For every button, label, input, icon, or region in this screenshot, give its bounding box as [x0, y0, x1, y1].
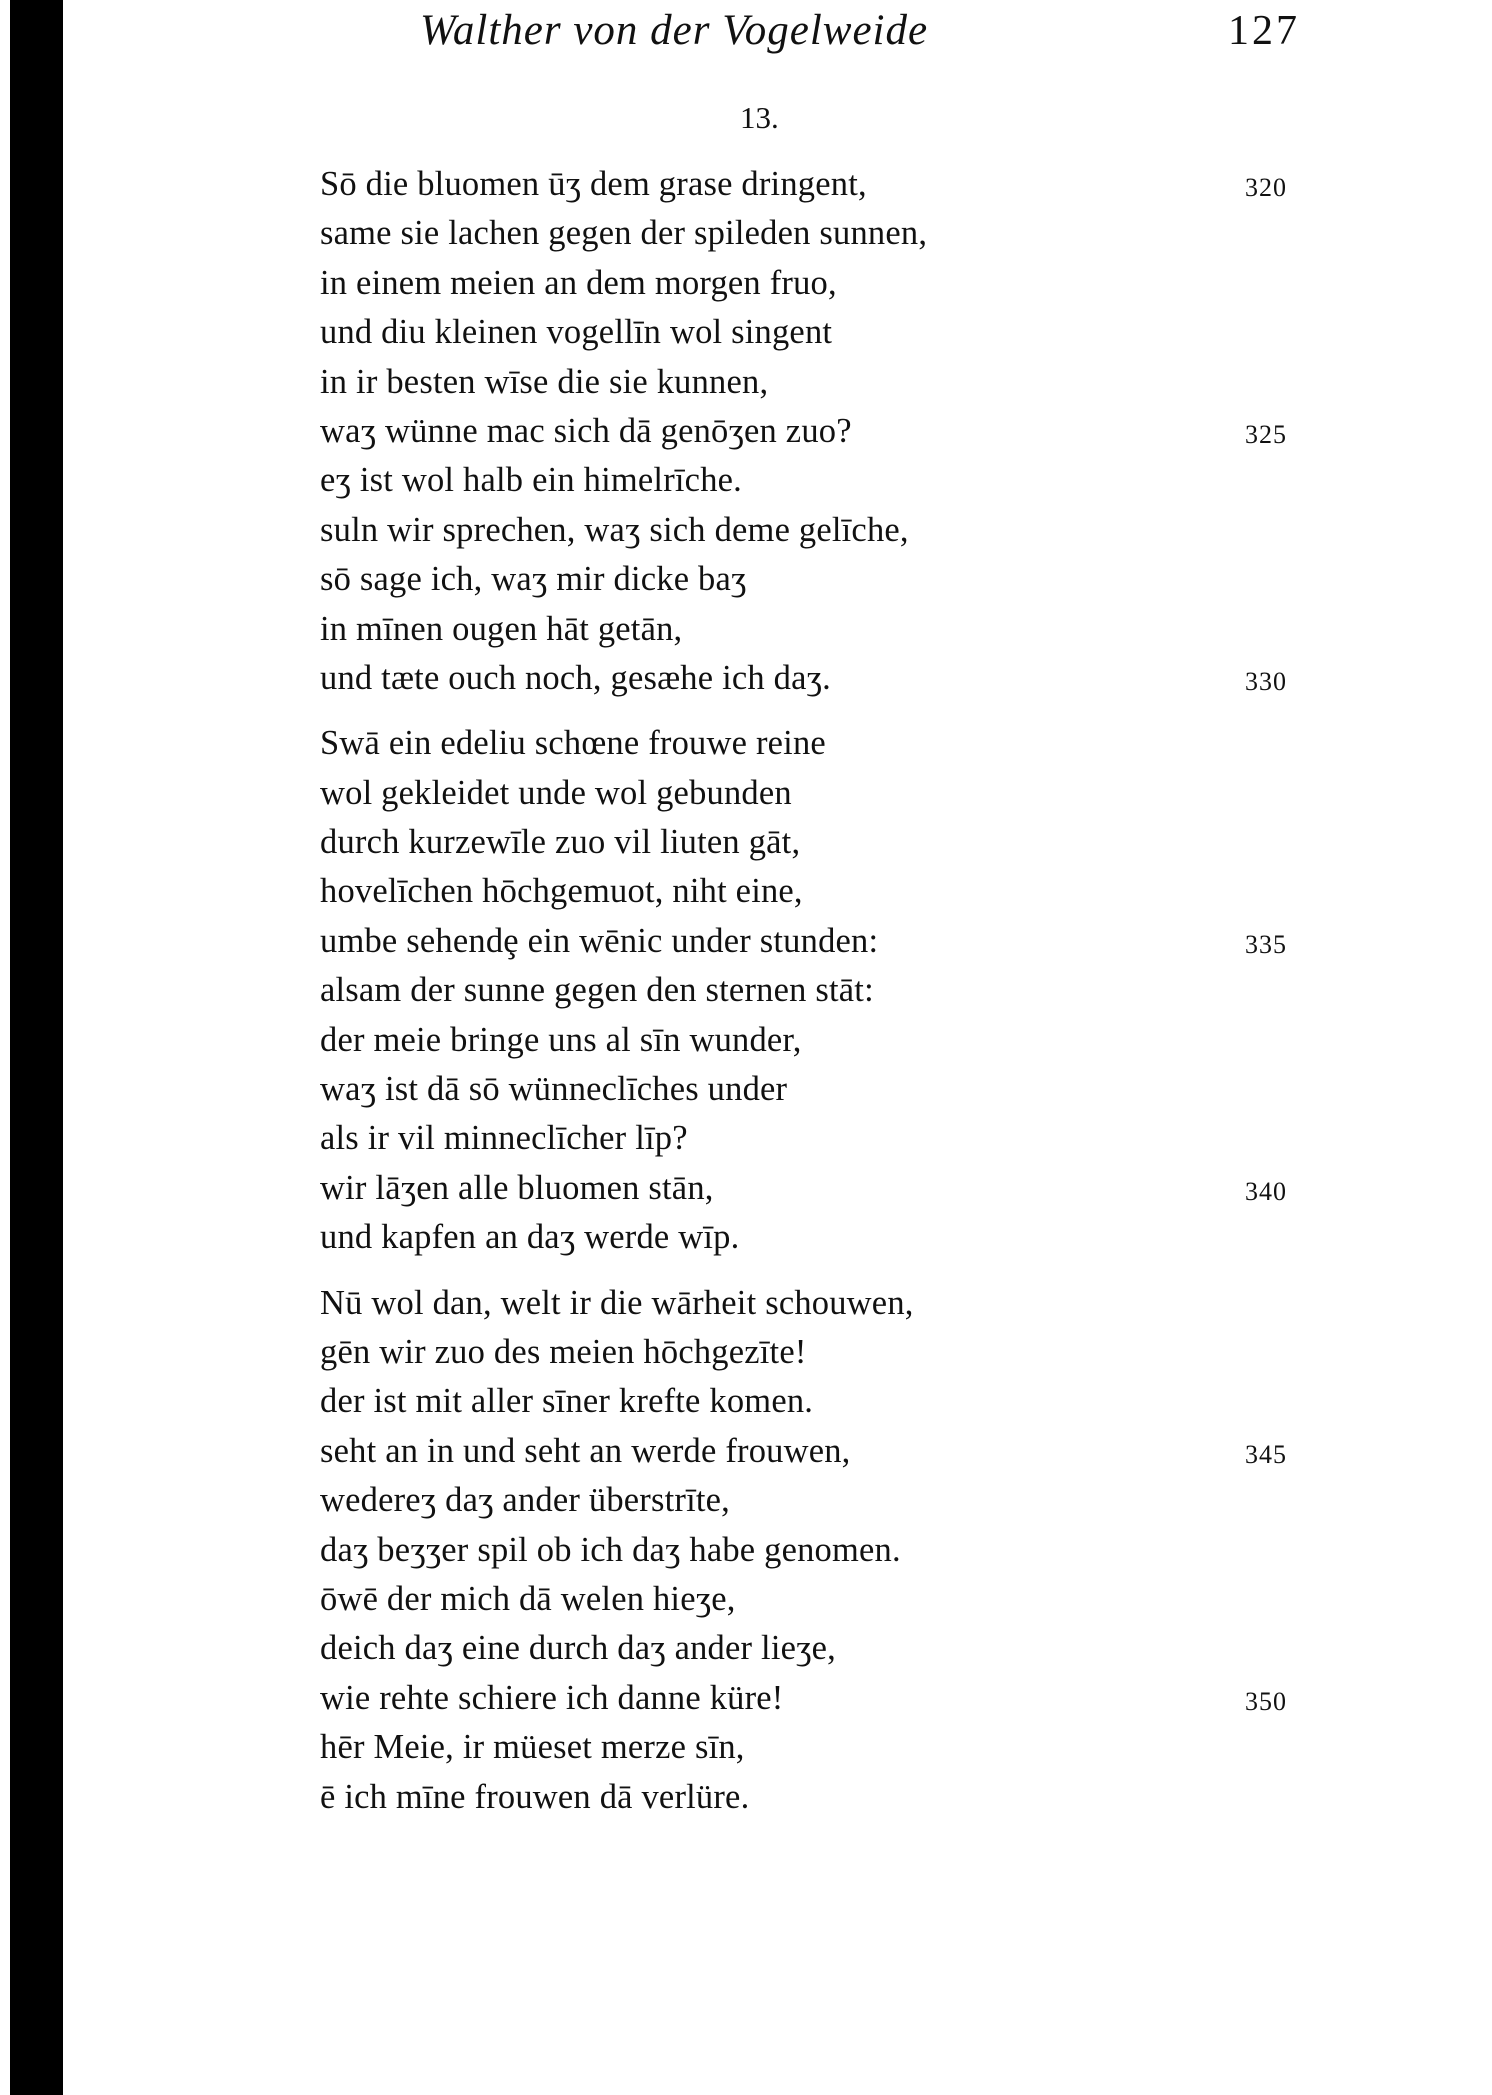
verse-line	[320, 1213, 1300, 1262]
verse-line	[320, 1377, 1300, 1426]
verse-line	[320, 358, 1300, 407]
verse-text: in mīnen ougen hāt getān,	[320, 609, 683, 648]
verse-line	[320, 1427, 1300, 1476]
verse-line	[320, 407, 1300, 456]
verse-text: sō sage ich, waʒ mir dicke baʒ	[320, 560, 747, 599]
verse-text: der meie bringe uns al sīn wunder,	[320, 1020, 802, 1059]
verse-text: und tæte ouch noch, gesæhe ich daʒ.	[320, 658, 831, 697]
verse-text: und diu kleinen vogellīn wol singent	[320, 313, 833, 352]
verse-line	[320, 1624, 1300, 1673]
verse-line	[320, 867, 1300, 916]
verse-line	[320, 1723, 1300, 1772]
verse-line	[320, 1114, 1300, 1163]
verse-line	[320, 1674, 1300, 1723]
verse-line	[320, 966, 1300, 1015]
line-number: 350	[1245, 1686, 1287, 1716]
verse-line	[320, 308, 1300, 357]
verse-line	[320, 1575, 1300, 1624]
line-number: 330	[1245, 666, 1287, 696]
verse-line	[320, 917, 1300, 966]
verse-line	[320, 719, 1300, 768]
line-number: 340	[1245, 1176, 1287, 1206]
verse-text: alsam der sunne gegen den sternen stāt:	[320, 971, 874, 1010]
verse-text: deich daʒ eine durch daʒ ander lieʒe,	[320, 1629, 836, 1668]
verse-line	[320, 818, 1300, 867]
verse-text: hēr Meie, ir müeset merze sīn,	[320, 1728, 745, 1767]
verse-line	[320, 1328, 1300, 1377]
page-spine-edge	[10, 0, 63, 2095]
verse-line	[320, 1279, 1300, 1328]
verse-text: wol gekleidet unde wol gebunden	[320, 773, 792, 812]
verse-text: in einem meien an dem morgen fruo,	[320, 263, 837, 302]
verse-text: als ir vil minneclīcher līp?	[320, 1119, 688, 1158]
verse-line	[320, 259, 1300, 308]
running-title: Walther von der Vogelweide	[420, 7, 929, 54]
verse-text: in ir besten wīse die sie kunnen,	[320, 362, 769, 401]
verse-line	[320, 456, 1300, 505]
verse-text: same sie lachen gegen der spileden sunnen,	[320, 214, 928, 253]
line-number: 335	[1245, 929, 1287, 959]
verse-line	[320, 209, 1300, 258]
verse-text: eʒ ist wol halb ein himelrīche.	[320, 461, 742, 500]
verse-text: hovelīchen hōchgemuot, niht eine,	[320, 872, 803, 911]
verse-text: wie rehte schiere ich danne küre!	[320, 1678, 784, 1717]
verse-text: suln wir sprechen, waʒ sich deme gelīche,	[320, 510, 909, 549]
verse-line	[320, 1016, 1300, 1065]
stanza-2	[320, 719, 1300, 1262]
stanza-3	[320, 1279, 1300, 1822]
verse-text: ē ich mīne frouwen dā verlüre.	[320, 1777, 750, 1816]
page-number: 127	[1228, 8, 1300, 54]
verse-text: gēn wir zuo des meien hōchgezīte!	[320, 1332, 807, 1371]
verse-line	[320, 506, 1300, 555]
verse-text: Swā ein edeliu schœne frouwe reine	[320, 724, 826, 763]
verse-line	[320, 160, 1300, 209]
stanza-1	[320, 160, 1300, 703]
verse-text: umbe sehendȩ ein wēnic under stunden:	[320, 921, 879, 960]
verse-text: waʒ ist dā sō wünneclīches under	[320, 1070, 788, 1109]
verse-line	[320, 1065, 1300, 1114]
verse-text: seht an in und seht an werde frouwen,	[320, 1431, 851, 1470]
verse-line	[320, 1773, 1300, 1822]
verse-line	[320, 555, 1300, 604]
verse-text: Nū wol dan, welt ir die wārheit schouwen,	[320, 1283, 914, 1322]
verse-line	[320, 1164, 1300, 1213]
line-number: 325	[1245, 419, 1287, 449]
line-number: 320	[1245, 173, 1287, 202]
verse-text: wedereʒ daʒ ander überstrīte,	[320, 1481, 730, 1520]
poem-text	[320, 160, 1300, 1838]
verse-text: daʒ beʒʒer spil ob ich daʒ habe genomen.	[320, 1530, 901, 1569]
verse-text: wir lāʒen alle bluomen stān,	[320, 1168, 714, 1207]
verse-text: Sō die bluomen ūʒ dem grase dringent,	[320, 165, 867, 203]
verse-line	[320, 769, 1300, 818]
line-number: 345	[1245, 1439, 1287, 1469]
verse-text: waʒ wünne mac sich dā genōʒen zuo?	[320, 411, 852, 450]
verse-text: und kapfen an daʒ werde wīp.	[320, 1218, 740, 1257]
verse-line	[320, 1526, 1300, 1575]
verse-text: ōwē der mich dā welen hieʒe,	[320, 1579, 736, 1618]
verse-text: der ist mit aller sīner krefte komen.	[320, 1382, 814, 1421]
verse-line	[320, 605, 1300, 654]
verse-text: durch kurzewīle zuo vil liuten gāt,	[320, 823, 801, 862]
running-head	[420, 0, 1300, 62]
poem-number: 13.	[740, 100, 779, 135]
verse-line	[320, 654, 1300, 703]
verse-line	[320, 1476, 1300, 1525]
